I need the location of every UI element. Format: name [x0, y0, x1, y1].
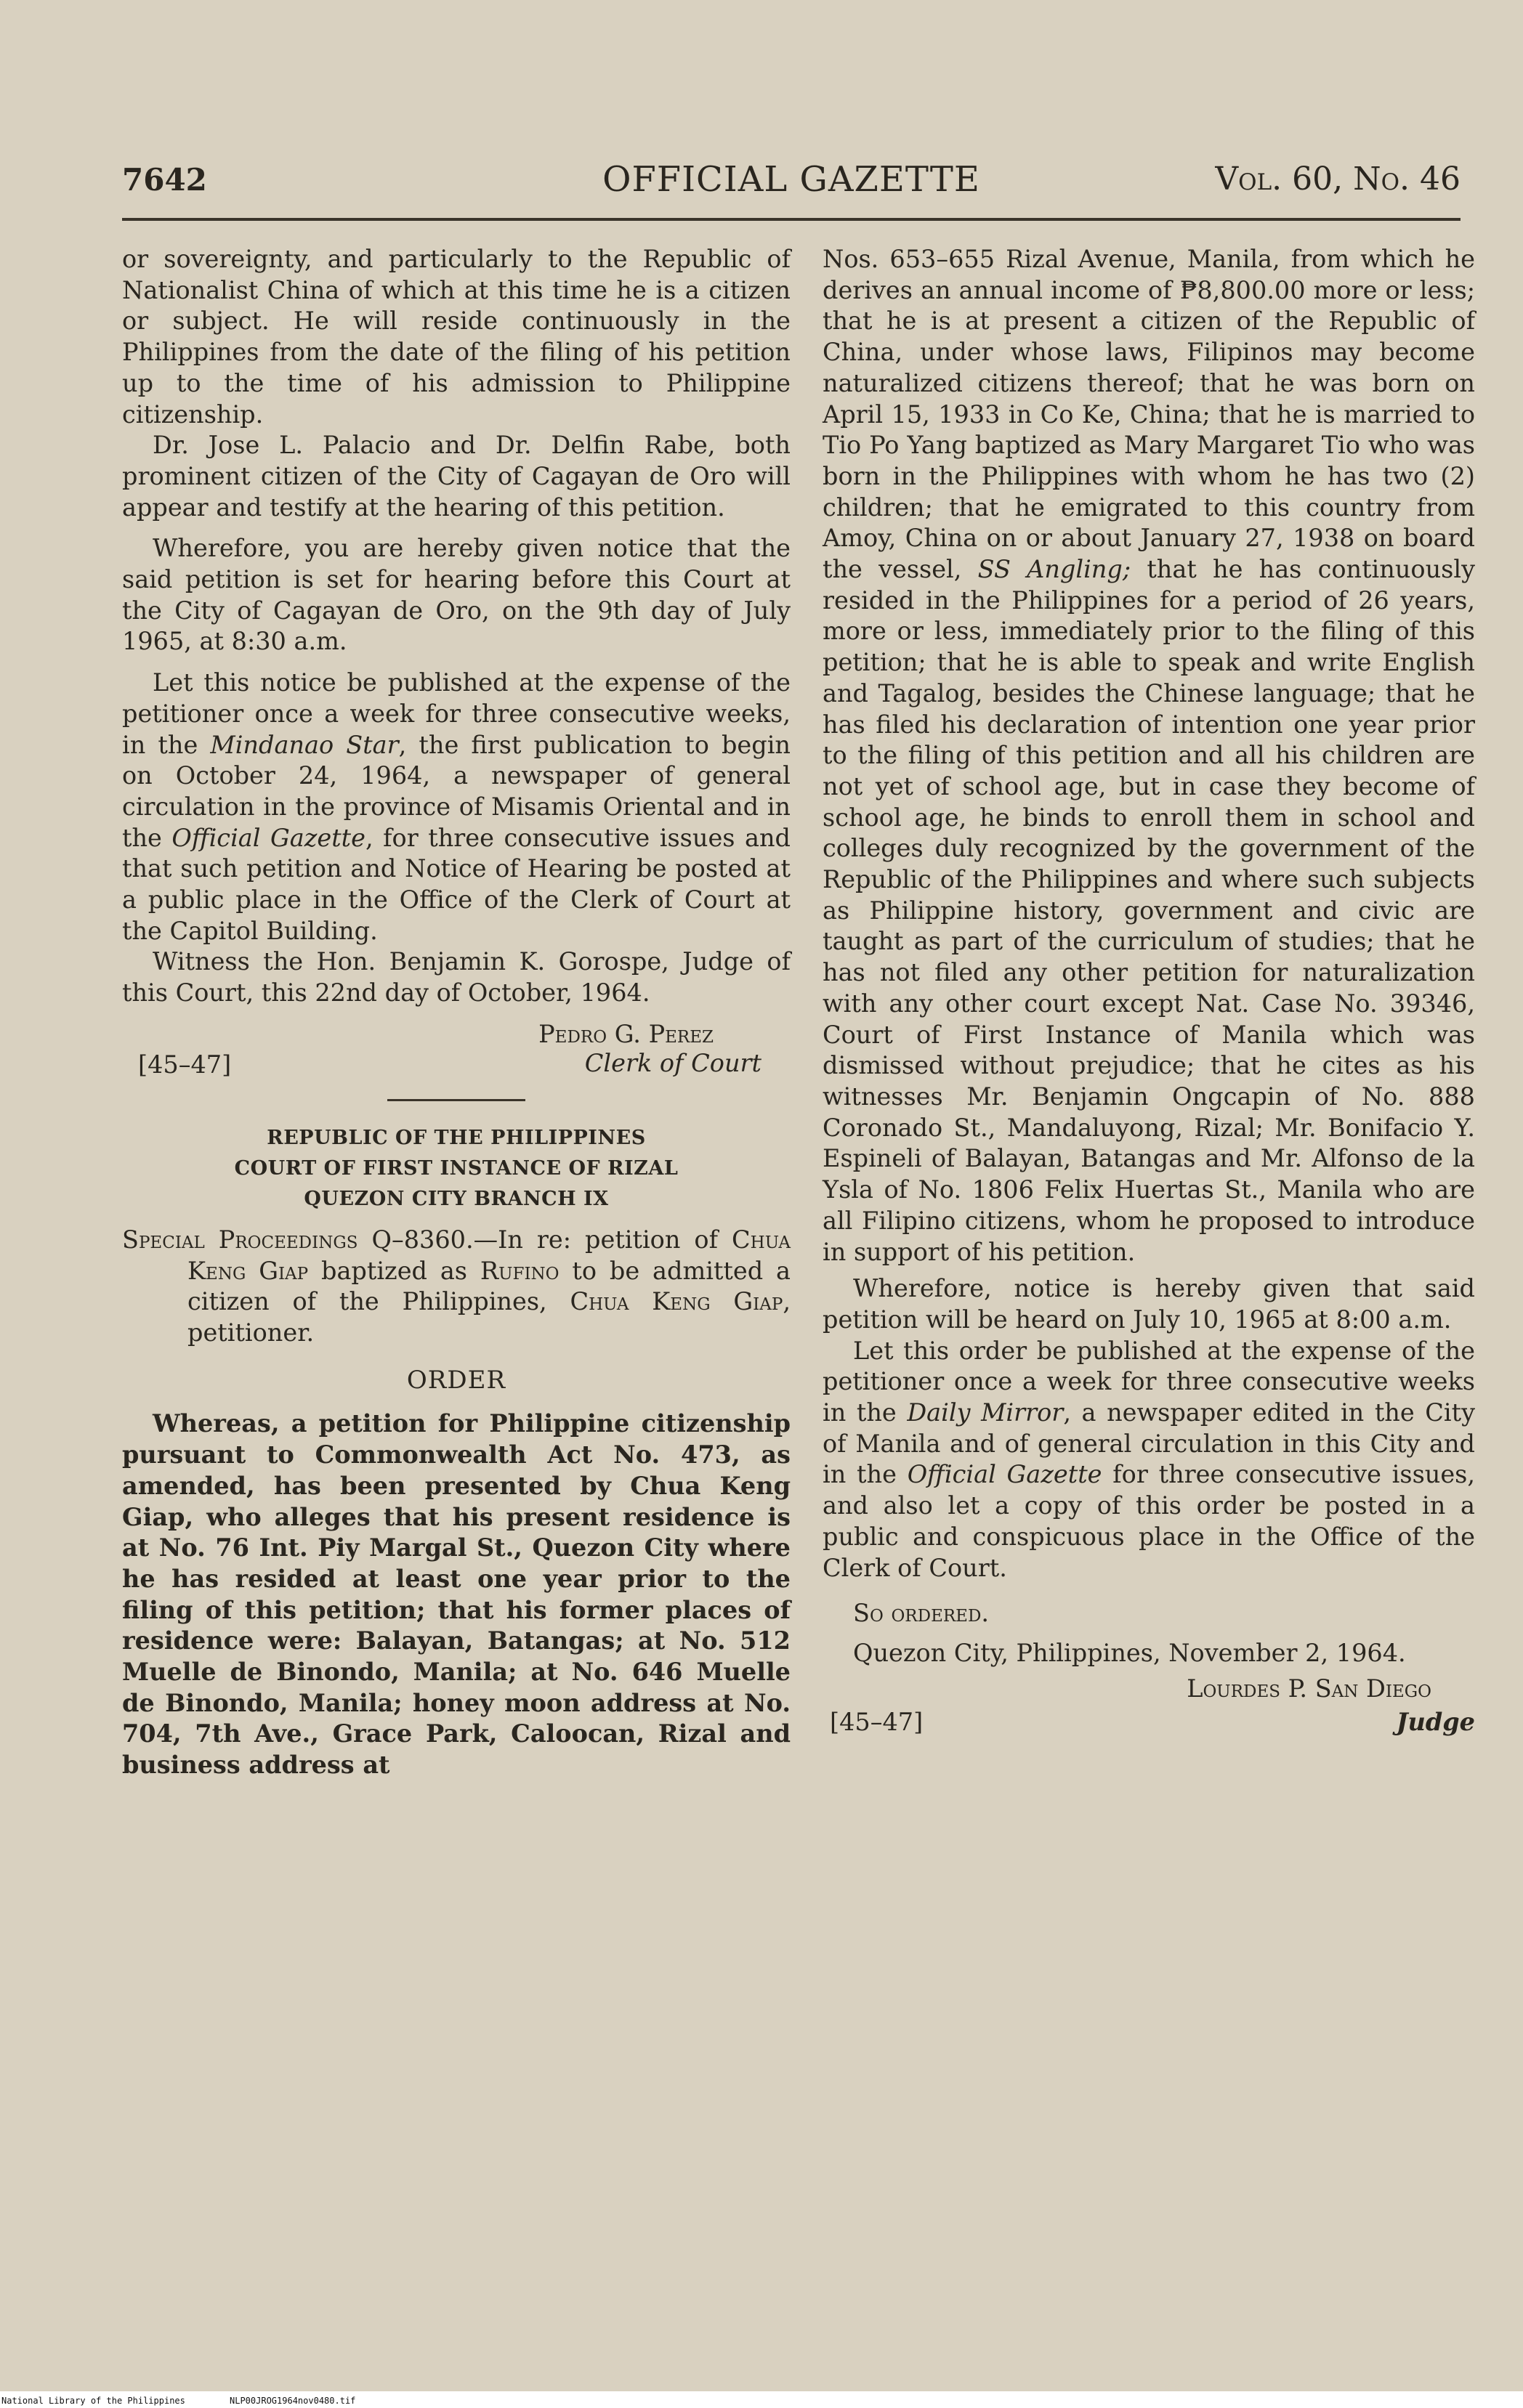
case-number: Special Proceedings Q–8360.	[122, 1225, 474, 1254]
paragraph: Dr. Jose L. Palacio and Dr. Delfin Rabe, both prominent citizen of the City of Cagayan de Oro will appear and testify at the hearing of this petition.	[122, 431, 791, 522]
text-run: baptized as	[308, 1256, 480, 1285]
paragraph: Wherefore, you are hereby given notice that the said petition is set for hearing before this Court at the City of Cagayan de Oro, on the 9th day of July 1965, at 8:30 a.m.	[122, 534, 791, 656]
text-run: Nos. 653–655 Rizal Avenue, Manila, from which he derives an annual income of ₱8,800.00 more or less; that he is at present a citizen of the Republic of China, under whose laws, Filipinos may become naturalized citizens thereof; that he was born on April 15, 1933 in Co Ke, China; that he is married to Tio Po Yang baptized as Mary Margaret Tio who was born in the Philippines with whom he has two (2) children; that he emigrated to this country from Amoy, China on or about January 27, 1938 on board the vessel,	[823, 245, 1475, 584]
scan-filename: NLP00JROG1964nov0480.tif	[230, 2396, 356, 2406]
case-heading	[122, 1225, 791, 1349]
gazette-name: Official Gazette	[171, 823, 365, 852]
text-run: , for three consecutive issues and that such petition and Notice of Hearing be posted at a public place in the Office of the Clerk of Court at the Capitol Building.	[122, 823, 791, 945]
petitioner-name: Chua Keng Giap	[187, 1225, 791, 1285]
order-continued-paragraph	[823, 244, 1475, 1268]
text-run: , the first publication to begin on October 24, 1964, a newspaper of general circulation in the province of Misamis Oriental and in the	[122, 730, 791, 852]
paragraph: Witness the Hon. Benjamin K. Gorospe, Judge of this Court, this 22nd day of October, 1964.	[122, 947, 791, 1008]
text-run: , a newspaper edited in the City of Manila and of general circulation in this City and in the	[823, 1398, 1476, 1489]
order-paragraph: Whereas, a petition for Philippine citizenship pursuant to Commonwealth Act No. 473, as amended, has been presented by Chua Keng Giap, who alleges that his present residence is at No. 76 Int. Piy Margal St., Quezon City where he has resided at least one year prior to the filing of this petition; that his former places of residence were: Balayan, Batangas; at No. 512 Muelle de Binondo, Manila; at No. 646 Muelle de Binondo, Manila; honey moon address at No. 704, 7th Ave., Grace Park, Caloocan, Rizal and business address at	[122, 1409, 791, 1780]
caption-line: REPUBLIC OF THE PHILIPPINES	[267, 1126, 646, 1149]
order-title: ORDER	[406, 1365, 506, 1395]
signatory-role: Judge	[1396, 1707, 1475, 1736]
newspaper-name: Mindanao Star	[210, 730, 399, 759]
issue-reference: [45–47]	[138, 1050, 232, 1079]
court-caption	[122, 1123, 791, 1215]
text-run: to be admitted a citizen of the Philippines,	[187, 1256, 791, 1316]
caption-line: COURT OF FIRST INSTANCE OF RIZAL	[234, 1156, 679, 1180]
header-rule	[122, 218, 1461, 221]
page-header	[122, 156, 1461, 207]
so-ordered: So ordered.	[853, 1599, 990, 1628]
text-run: —In re: petition of	[473, 1225, 732, 1254]
gazette-name: Official Gazette	[907, 1460, 1102, 1489]
signatory-role: Clerk of Court	[584, 1048, 762, 1077]
text-run: Let this notice be published at the expense of the petitioner once a week for three consecutive weeks, in the	[122, 668, 791, 759]
signatory-name: Pedro G. Perez	[538, 1019, 714, 1048]
signature-block	[122, 1019, 791, 1082]
caption-line: QUEZON CITY BRANCH IX	[304, 1187, 609, 1210]
publication-paragraph	[122, 668, 791, 946]
publication-title: OFFICIAL GAZETTE	[602, 159, 980, 200]
signature-block	[823, 1674, 1475, 1739]
issue-reference: [45–47]	[830, 1707, 924, 1736]
section-divider	[387, 1099, 525, 1101]
vessel-name: SS Angling;	[977, 555, 1131, 584]
petitioner-name: Chua Keng Giap	[570, 1287, 783, 1316]
paragraph: Wherefore, notice is hereby given that said petition will be heard on July 10, 1965 at 8:00 a.m.	[823, 1274, 1475, 1334]
place-and-date: Quezon City, Philippines, November 2, 1964.	[853, 1638, 1406, 1667]
text-run: Let this order be published at the expense of the petitioner once a week for three consecutive weeks in the	[823, 1336, 1475, 1427]
library-credit: National Library of the Philippines	[1, 2396, 185, 2406]
baptismal-name: Rufino	[480, 1256, 559, 1285]
newspaper-name: Daily Mirror	[907, 1398, 1064, 1427]
left-column	[122, 244, 791, 1781]
signatory-name: Lourdes P. San Diego	[1187, 1674, 1431, 1703]
scan-footer	[0, 2394, 1523, 2408]
right-column	[823, 244, 1475, 1739]
publication-paragraph	[823, 1336, 1475, 1584]
volume-number: Vol. 60, No. 46	[1215, 161, 1461, 198]
text-run: for three consecutive issues, and also let a copy of this order be posted in a public and conspicuous place in the Office of the Clerk of Court.	[823, 1460, 1476, 1582]
page-number: 7642	[122, 162, 207, 198]
text-run: that he has continuously resided in the Philippines for a period of 26 years, more or less, immediately prior to the filing of this petition; that he is able to speak and write English and Tagalog, besides the Chinese language; that he has filed his declaration of intention one year prior to the filing of this petition and all his children are not yet of school age, but in case they become of school age, he binds to enroll them in school and colleges duly recognized by the government of the Republic of the Philippines and where such subjects as Philippine history, government and civic are taught as part of the curriculum of studies; that he has not filed any other petition for naturalization with any other court except Nat. Case No. 39346, Court of First Instance of Manila which was dismissed without prejudice; that he cites as his witnesses Mr. Benjamin Ongcapin of No. 888 Coronado St., Mandaluyong, Rizal; Mr. Bonifacio Y. Espineli of Balayan, Batangas and Mr. Alfonso de la Ysla of No. 1806 Felix Huertas St., Manila who are all Filipino citizens, whom he proposed to introduce in support of his petition.	[823, 555, 1476, 1266]
text-run: , petitioner.	[187, 1287, 791, 1347]
paragraph: or sovereignty, and particularly to the Republic of Nationalist China of which at this time he is a citizen or subject. He will reside continuously in the Philippines from the date of the filing of his petition up to the time of his admission to Philippine citizenship.	[122, 245, 791, 429]
